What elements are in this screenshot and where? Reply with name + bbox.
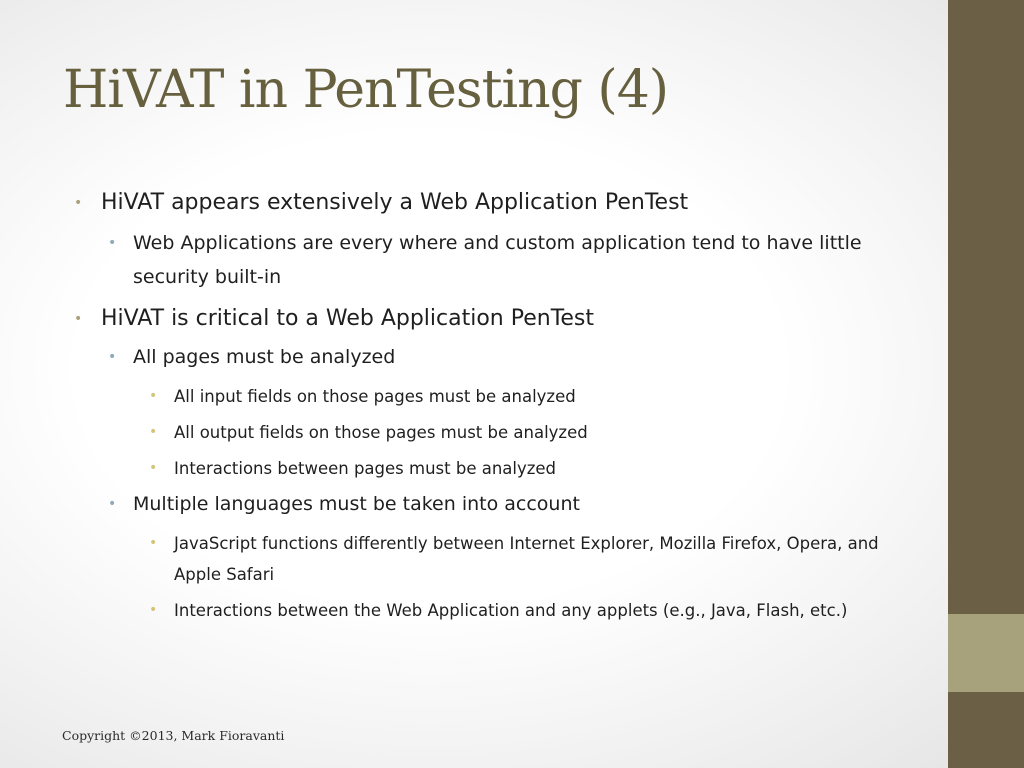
side-band-top (948, 0, 1024, 614)
bullet-icon: • (74, 311, 83, 327)
bullet-icon: • (108, 349, 117, 365)
bullet-item (108, 342, 894, 373)
bullet-icon: • (149, 388, 158, 404)
bullet-item (108, 489, 894, 520)
bullet-icon: • (74, 195, 83, 211)
side-band-accent (948, 614, 1024, 692)
bullet-item (149, 595, 894, 626)
bullet-item (149, 453, 894, 484)
bullet-text: Interactions between the Web Application and any applets (e.g., Java, Flash, etc.) (174, 601, 848, 620)
bullet-text: Multiple languages must be taken into account (133, 493, 580, 515)
bullet-icon: • (108, 235, 117, 251)
bullet-text: JavaScript functions differently between Internet Explorer, Mozilla Firefox, Opera, and Apple Safari (174, 534, 879, 584)
bullet-icon: • (149, 460, 158, 476)
bullet-text: All input fields on those pages must be analyzed (174, 387, 576, 406)
bullet-text: All output fields on those pages must be analyzed (174, 423, 588, 442)
bullet-item (74, 186, 894, 220)
bullet-item (149, 381, 894, 412)
bullet-icon: • (108, 496, 117, 512)
bullet-item (149, 528, 894, 590)
bullet-icon: • (149, 535, 158, 551)
bullet-text: HiVAT is critical to a Web Application PenTest (101, 306, 595, 331)
bullet-icon: • (149, 424, 158, 440)
bullet-icon: • (149, 602, 158, 618)
bullet-text: HiVAT appears extensively a Web Application PenTest (101, 190, 689, 215)
bullet-item (74, 302, 894, 336)
side-band-bottom (948, 692, 1024, 768)
bullet-text: Interactions between pages must be analyzed (174, 459, 557, 478)
bullet-text: Web Applications are every where and custom application tend to have little security built-in (133, 232, 862, 288)
copyright-footer: Copyright ©2013, Mark Fioravanti (62, 728, 285, 743)
bullet-item (108, 226, 894, 294)
bullet-item (149, 417, 894, 448)
bullet-list (74, 186, 894, 631)
bullet-text: All pages must be analyzed (133, 346, 396, 368)
slide-title: HiVAT in PenTesting (4) (63, 60, 669, 120)
